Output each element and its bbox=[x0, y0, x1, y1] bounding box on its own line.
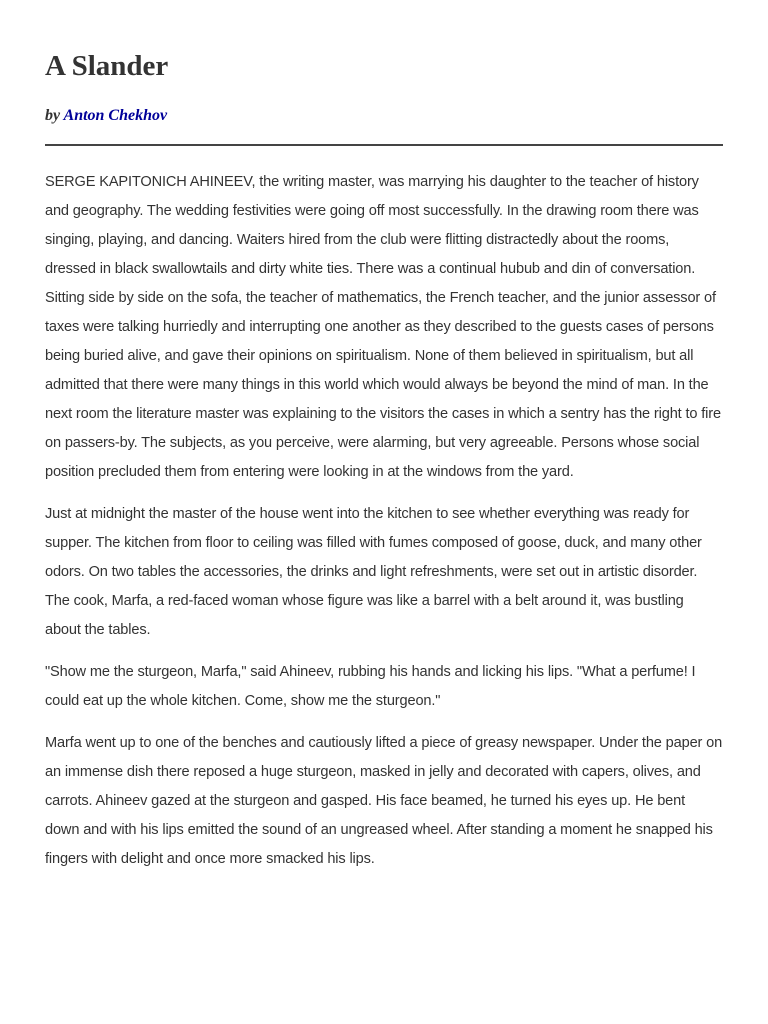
paragraph-1: SERGE KAPITONICH AHINEEV, the writing master, was marrying his daughter to the teacher of history and geography. The wedding festivities were going off most successfully. In the drawing room there was singing, playing, and dancing. Waiters hired from the club were flitting distractedly about the rooms, dressed in black swallowtails and dirty white ties. There was a continual hubub and din of conversation. Sitting side by side on the sofa, the teacher of mathematics, the French teacher, and the junior assessor of taxes were talking hurriedly and interrupting one another as they described to the guests cases of persons being buried alive, and gave their opinions on spiritualism. None of them believed in spiritualism, but all admitted that there were many things in this world which would always be beyond the mind of man. In the next room the literature master was explaining to the visitors the cases in which a sentry has the right to fire on passers-by. The subjects, as you perceive, were alarming, but very agreeable. Persons whose social position precluded them from entering were looking in at the windows from the yard. bbox=[45, 174, 721, 480]
paragraph-2: Just at midnight the master of the house went into the kitchen to see whether everything was ready for supper. The kitchen from floor to ceiling was filled with fumes composed of goose, duck, and many other odors. On two tables the accessories, the drinks and light refreshments, were set out in artistic disorder. The cook, Marfa, a red-faced woman whose figure was like a barrel with a belt around it, was bustling about the tables. bbox=[45, 506, 702, 638]
divider-rule bbox=[45, 144, 723, 146]
page-title: A Slander bbox=[45, 50, 169, 82]
author-link[interactable]: Anton Chekhov bbox=[63, 107, 168, 124]
paragraph-4: Marfa went up to one of the benches and cautiously lifted a piece of greasy newspaper. Under the paper on an immense dish there reposed a huge sturgeon, masked in jelly and decorated with capers, olives, and carrots. Ahineev gazed at the sturgeon and gasped. His face beamed, he turned his eyes up. He bent down and with his lips emitted the sound of an ungreased wheel. After standing a moment he snapped his fingers with delight and once more smacked his lips. bbox=[45, 735, 723, 867]
paragraph-3: "Show me the sturgeon, Marfa," said Ahineev, rubbing his hands and licking his lips. "What a perfume! I could eat up the whole kitchen. Come, show me the sturgeon." bbox=[45, 664, 696, 709]
story-body bbox=[45, 168, 723, 874]
byline bbox=[45, 106, 723, 126]
byline-prefix: by bbox=[45, 107, 64, 124]
